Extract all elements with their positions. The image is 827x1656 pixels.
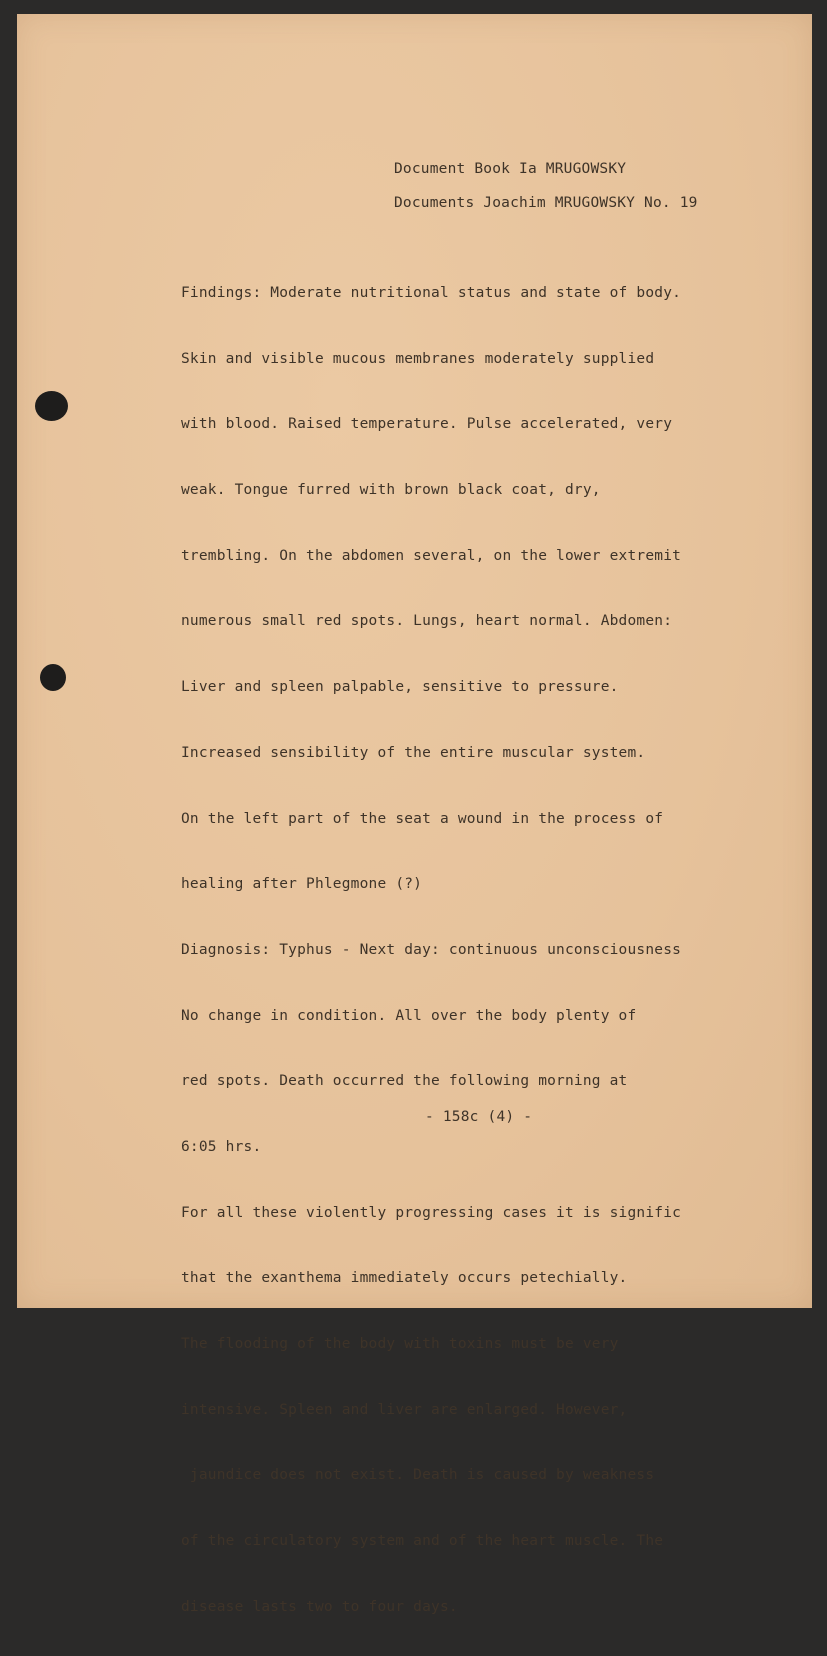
page-number: - 158c (4) - [425,1109,533,1125]
body-line: Liver and spleen palpable, sensitive to pressure. [181,679,619,696]
punch-hole-top [35,391,68,421]
body-line: trembling. On the abdomen several, on the lower extremit [181,547,682,564]
body-line: disease lasts two to four days. [181,1598,458,1615]
body-line: The flooding of the body with toxins must be very [181,1336,619,1352]
body-line: weak. Tongue furred with brown black coat, dry, [181,482,601,499]
body-line: For all these violently progressing cases it is signific [181,1204,682,1221]
document-number-reference: Documents Joachim MRUGOWSKY No. 19 [394,195,698,211]
body-line: Increased sensibility of the entire muscular system. [181,744,646,761]
body-line: healing after Phlegmone (?) [181,876,423,893]
body-line: Findings: Moderate nutritional status and state of body. [181,285,682,301]
body-line: that the exanthema immediately occurs petechially. [181,1270,628,1287]
body-text [181,245,801,1656]
document-page [17,14,812,1615]
body-line: Diagnosis: Typhus - Next day: continuous unconsciousness [181,941,682,958]
body-line: Skin and visible mucous membranes moderately supplied [181,350,655,367]
body-line: red spots. Death occurred the following morning at [181,1073,628,1090]
body-line: with blood. Raised temperature. Pulse accelerated, very [181,416,673,433]
body-line: On the left part of the seat a wound in the process of [181,810,664,827]
body-line: 6:05 hrs. [181,1138,262,1155]
document-book-reference: Document Book Ia MRUGOWSKY [394,161,627,177]
body-line: of the circulatory system and of the heart muscle. The [181,1533,664,1550]
body-line: intensive. Spleen and liver are enlarged. However, [181,1401,628,1418]
punch-hole-bottom [40,664,66,691]
body-line: No change in condition. All over the body plenty of [181,1007,637,1024]
body-line: jaundice does not exist. Death is caused by weakness [181,1467,655,1484]
body-line: numerous small red spots. Lungs, heart normal. Abdomen: [181,613,673,630]
